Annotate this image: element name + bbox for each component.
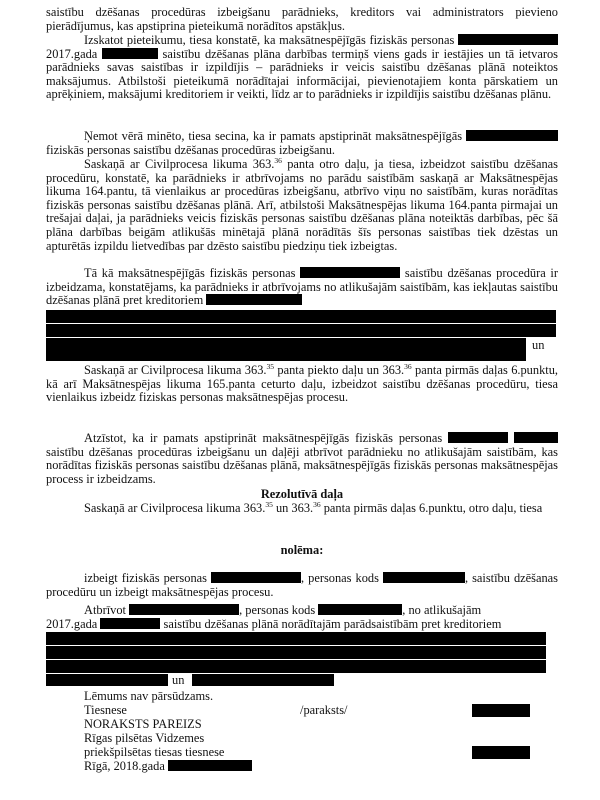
copy-certified-label: NORAKSTS PAREIZS	[84, 717, 202, 731]
paragraph-3-text-b: fiziskās personas saistību dzēšanas procedūras izbeigšanu.	[46, 142, 336, 157]
redaction-box	[458, 34, 558, 45]
paragraph-5-text-a: Tā kā maksātnespējīgās fiziskās personas	[84, 266, 296, 280]
paragraph-6-text-b: panta piekto daļu un 363.	[274, 363, 405, 377]
decision-heading: nolēma:	[280, 543, 324, 557]
not-appealable-note: Lēmums nav pārsūdzams.	[84, 689, 214, 703]
place-date-text: Rīgā, 2018.gada	[84, 759, 165, 773]
redaction-box	[211, 572, 301, 583]
resolution-1-text-c: , saistību dzēšanas procedūru un izbeigt maksātnespējas procesu.	[46, 571, 559, 599]
redaction-box	[472, 746, 530, 759]
paragraph-4-text-b: panta otro daļu, ja tiesa, izbeidzot saistību dzēšanas procedūru, konstatē, ka parādnieks ir atbrīvojams no parādu saistībām saskaņā ar Maksātnespējas likuma 164.pantu, tā vienlaikus ar procedūras izbeigšanu, atbrīvo viņu no saistībām, kuras norādītas fiziskās personas saistību dzēšanas plānā. Arī, atbilstoši Maksātnespējas likuma 164.panta pirmajai un trešajai daļai, ja parādnieks veicis fiziskās personas saistību dzēšanas plāna noteiktās darbības, pēc šā plāna darbības beigām atlikušās minētajā plānā norādītās šīs personas saistības tiek dzēstas un apturētās izpildu lietvedības par dzēsto saistību piedziņu tiek izbeigtas.	[46, 157, 558, 253]
paragraph-7-text-a: Atzīstot, ka ir pamats apstiprināt maksātnespējīgās fiziskās personas	[84, 431, 443, 445]
redaction-box	[318, 604, 402, 615]
resolution-2-text-a: Atbrīvot	[84, 603, 126, 617]
resolution-2-text-c: , no atlikušajām	[402, 603, 482, 617]
resolution-2-un: un	[172, 673, 185, 687]
redaction-box	[206, 294, 302, 305]
redaction-box	[300, 267, 400, 278]
paragraph-6-text-a: Saskaņā ar Civilprocesa likuma 363.	[84, 363, 267, 377]
paragraph-5	[46, 267, 558, 308]
signature-placeholder: /paraksts/	[300, 703, 348, 717]
resolution-1-text-b: , personas kods	[301, 571, 379, 585]
redaction-box	[472, 704, 530, 717]
paragraph-2-text-c: saistību dzēšanas plāna darbības termiņš viens gads ir iestājies un tā ietvaros parādnieks savas saistības ir izpildījis – parādnieks ir veicis saistību dzēšanas plānā noteiktos maksājumus. Atbilstoši pieteikumā norādītajai informācijai, pievienotajiem konta pārskatiem un aprēķiniem, maksājumi kreditoriem ir veikti, līdz ar to parādnieks ir izpildījis saistību dzēšanas plānu.	[46, 46, 558, 102]
redaction-box	[129, 604, 239, 615]
redaction-box	[46, 646, 546, 659]
resolution-heading: Rezolutīvā daļa	[260, 487, 344, 501]
paragraph-2-text-b: 2017.gada	[46, 46, 98, 61]
paragraph-1-text: saistību dzēšanas procedūras izbeigšanu parādnieks, kreditors vai administrators pievieno pierādījumus, kas apstiprina pieteikumā norādītos apstākļus.	[46, 5, 558, 33]
redaction-box	[46, 310, 556, 323]
redaction-box	[466, 130, 558, 141]
redaction-box	[46, 660, 546, 673]
paragraph-7-text-b: saistību dzēšanas procedūras izbeigšanu un daļēji atbrīvot parādnieku no atlikušajām saistībām, kas norādītas fiziskās personas saistību dzēšanas plānā, maksātnespējīgās fiziskās personas maksātnespējas process ir izbeidzams.	[46, 444, 558, 486]
paragraph-7	[46, 432, 558, 486]
paragraph-8-text-c: panta pirmās daļas 6.punktu, otro daļu, tiesa	[320, 501, 543, 515]
resolution-2-text-b: , personas kods	[239, 603, 316, 617]
superscript: 35	[266, 362, 274, 371]
paragraph-8-text-a: Saskaņā ar Civilprocesa likuma 363.	[84, 501, 266, 515]
redaction-box	[168, 760, 252, 771]
redaction-box	[46, 324, 556, 337]
court-name-line-2: priekšpilsētas tiesas tiesnese	[84, 745, 225, 759]
paragraph-3	[46, 130, 558, 157]
paragraph-8-text-b: un 363.	[272, 501, 314, 515]
redaction-box	[102, 48, 158, 59]
paragraph-4-text-a: Saskaņā ar Civilprocesa likuma 363.	[84, 157, 275, 171]
paragraph-1	[46, 6, 558, 33]
redaction-box	[514, 432, 558, 443]
resolution-1-text-a: izbeigt fiziskās personas	[84, 571, 207, 585]
court-name-line-1: Rīgas pilsētas Vidzemes	[84, 731, 205, 745]
redaction-box	[46, 338, 526, 361]
judge-label: Tiesnese	[84, 703, 127, 717]
redaction-box	[46, 632, 546, 645]
redaction-box	[46, 674, 168, 686]
resolution-2-line-1	[84, 604, 481, 618]
superscript: 36	[274, 156, 282, 165]
redaction-box	[383, 572, 465, 583]
place-date-line	[84, 760, 252, 774]
paragraph-5-text-b: saistību dzēšanas procedūra ir izbeidzama, konstatējams, ka parādnieks ir atbrīvojams no atlikušajām saistībām, kas iekļautas saistību dzēšanas plānā pret kreditoriem	[46, 266, 558, 308]
redaction-box	[448, 432, 508, 443]
redaction-box	[100, 618, 160, 629]
superscript: 36	[404, 362, 412, 371]
paragraph-6	[46, 364, 558, 405]
paragraph-2-text-a: Izskatot pieteikumu, tiesa konstatē, ka maksātnespējīgās fiziskās personas	[84, 33, 455, 47]
resolution-item-1	[46, 572, 558, 599]
paragraph-6-text-c: panta pirmās daļas 6.punktu, kā arī Maksātnespējas likuma 165.panta ceturto daļu, izbeidzot saistību dzēšanas procedūru, tiesa vienlaikus izbeidz fiziskas personas maksātnespējas procesu.	[46, 363, 559, 405]
superscript: 36	[313, 500, 321, 509]
paragraph-3-text-a: Ņemot vērā minēto, tiesa secina, ka ir pamats apstiprināt maksātnespējīgās	[84, 129, 463, 143]
redaction-box	[192, 674, 334, 686]
paragraph-4	[46, 158, 558, 253]
resolution-2-text-d: 2017.gada	[46, 617, 98, 631]
paragraph-8	[46, 502, 558, 516]
paragraph-2	[46, 34, 558, 102]
superscript: 35	[265, 500, 273, 509]
resolution-2-text-e: saistību dzēšanas plānā norādītajām parādsaistībām pret kreditoriem	[163, 617, 502, 631]
resolution-2-line-2	[46, 618, 501, 632]
paragraph-5-un: un	[532, 338, 545, 352]
